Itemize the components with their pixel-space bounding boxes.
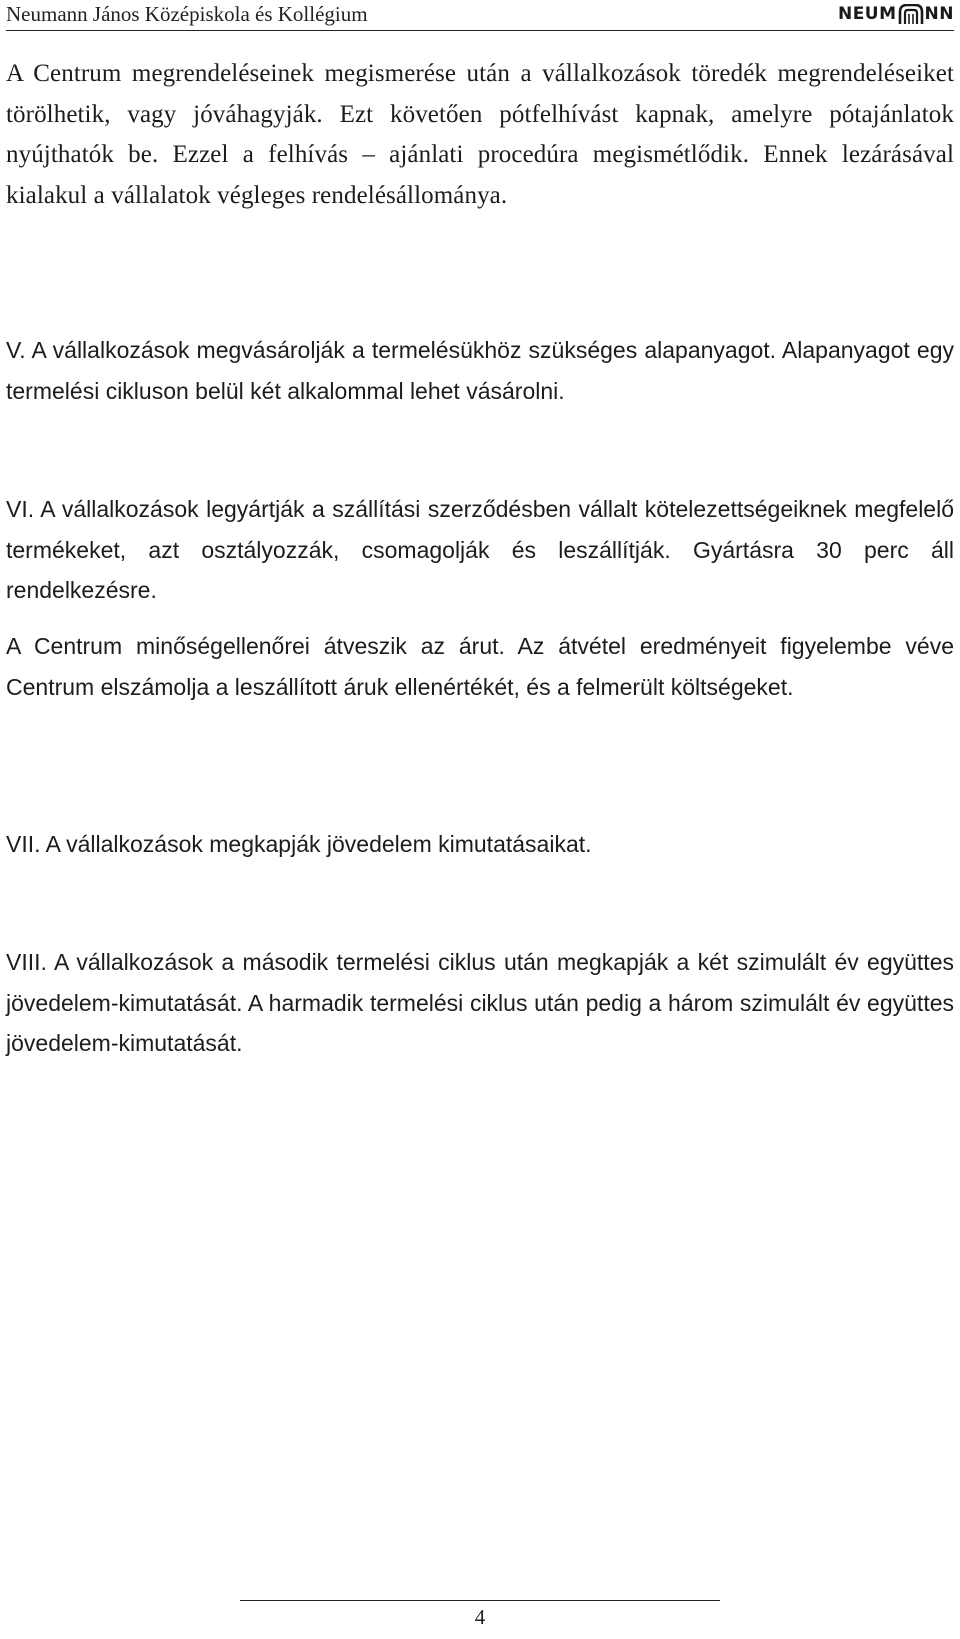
paragraph-quality-check: A Centrum minőségellenőrei átveszik az árut. Az átvétel eredményeit figyelembe véve Centrum elszámolja a leszállított áruk ellenértékét, és a felmerült költségeket. <box>6 633 954 700</box>
paragraph-step-v: V. A vállalkozások megvásárolják a termelésükhöz szükséges alapanyagot. Alapanyagot egy termelési cikluson belül két alkalommal lehet vásárolni. <box>6 337 954 404</box>
header-title: Neumann János Középiskola és Kollégium <box>6 2 368 26</box>
page-number: 4 <box>474 1605 486 1629</box>
page-header <box>6 0 954 31</box>
paragraph-step-vi: VI. A vállalkozások legyártják a szállítási szerződésben vállalt kötelezettségeiknek megfelelő termékeket, azt osztályozzák, csomagolják és leszállítják. Gyártásra 30 perc áll rendelkezésre. <box>6 496 954 603</box>
school-logo <box>838 2 954 26</box>
footer-divider <box>240 1600 720 1601</box>
neumann-logo-icon <box>898 4 924 24</box>
paragraph-intro: A Centrum megrendeléseinek megismerése után a vállalkozások töredék megrendeléseiket törölhetik, vagy jóváhagyják. Ezt követően pótfelhívást kapnak, amelyre pótajánlatok nyújthatók be. Ezzel a felhívás – ajánlati procedúra megismétlődik. Ennek lezárásával kialakul a vállalatok végleges rendelésállománya. <box>6 60 954 209</box>
logo-text-right: NN <box>924 4 954 24</box>
paragraph-step-vii: VII. A vállalkozások megkapják jövedelem kimutatásaikat. <box>6 831 592 857</box>
paragraph-step-viii: VIII. A vállalkozások a második termelési ciklus után megkapják a két szimulált év együttes jövedelem-kimutatását. A harmadik termelési ciklus után pedig a három szimulált év együttes jövedelem-kimutatását. <box>6 949 954 1056</box>
logo-text-left: NEUM <box>837 4 897 24</box>
